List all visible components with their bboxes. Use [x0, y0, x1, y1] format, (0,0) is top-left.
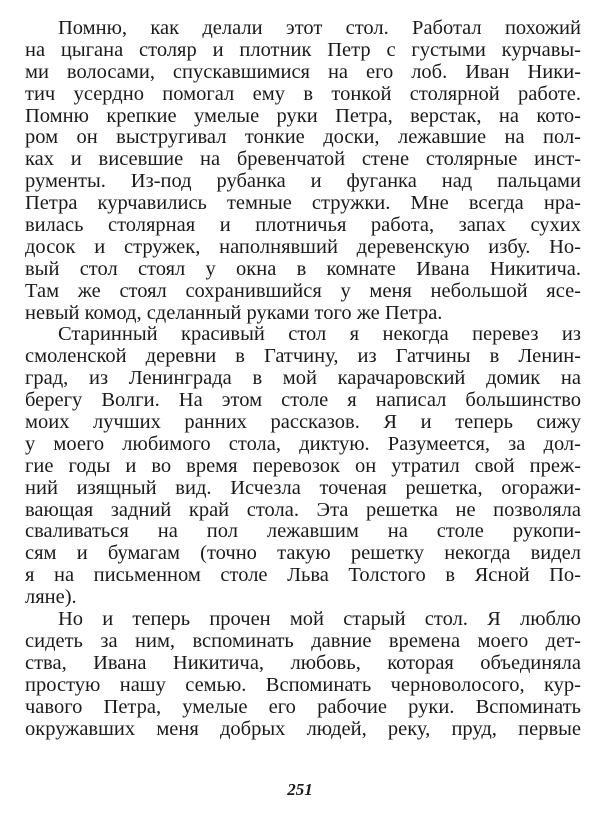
- page-number: 251: [287, 780, 313, 799]
- text-line: сваливаться на пол лежавшим на столе рукопи-: [25, 520, 581, 543]
- text-line: чавого Петра, умелые его рабочие руки. Вспоминать: [25, 695, 581, 718]
- text-line: сидеть за ним, вспоминать давние времена моего дет-: [25, 629, 581, 652]
- text-line: досок и стружек, наполнявший деревенскую избу. Но-: [25, 235, 581, 258]
- text-line: Петра курчавились темные стружки. Мне всегда нра-: [25, 192, 581, 215]
- text-line: ства, Ивана Никитича, любовь, которая объединяла: [25, 651, 581, 674]
- text-line: Помню, как делали этот стол. Работал похожий: [58, 17, 581, 39]
- text-line: тич усердно помогал ему в тонкой столярной работе.: [25, 82, 581, 105]
- paragraph: [25, 324, 581, 609]
- paragraph: [25, 609, 581, 740]
- text-line: вающая задний край стола. Эта решетка не позволяла: [25, 498, 581, 521]
- text-line: моих лучших ранних рассказов. Я и теперь сижу: [25, 411, 581, 434]
- text-line: рументы. Из-под рубанка и фуганка над пальцами: [25, 170, 581, 193]
- text-line: Там же стоял сохранившийся у меня небольшой ясе-: [25, 279, 581, 302]
- text-line: вилась столярная и плотничья работа, запах сухих: [25, 214, 581, 237]
- text-line: на цыгана столяр и плотник Петр с густыми курчавы-: [25, 38, 581, 61]
- text-line: невый комод, сделанный руками того же Петра.: [25, 301, 443, 324]
- text-line: ках и висевшие на бревенчатой стене столярные инст-: [25, 148, 581, 171]
- text-line: ром он выстругивал тонкие доски, лежавшие на пол-: [25, 126, 581, 149]
- text-line: ний изящный вид. Исчезла точеная решетка, огоражи-: [25, 476, 581, 499]
- text-line: вый стол стоял у окна в комнате Ивана Никитича.: [25, 257, 581, 280]
- text-line: Помню крепкие умелые руки Петра, верстак, на кото-: [25, 104, 581, 127]
- text-line: ми волосами, спускавшимися на его лоб. Иван Ники-: [25, 60, 581, 83]
- text-line: окружавших меня добрых людей, реку, пруд, первые: [25, 717, 581, 740]
- text-line: Старинный красивый стол я некогда перевез из: [58, 323, 581, 346]
- text-line: сям и бумагам (точно такую решетку некогда видел: [25, 542, 581, 565]
- text-line: простую нашу семью. Вспоминать черноволосого, кур-: [25, 673, 581, 696]
- text-line: гие годы и во время перевозок он утратил свой преж-: [25, 454, 581, 477]
- text-line: я на письменном столе Льва Толстого в Ясной По-: [25, 564, 581, 587]
- paragraph: [25, 18, 581, 324]
- text-line: смоленской деревни в Гатчину, из Гатчины в Ленин-: [25, 345, 581, 368]
- text-line: град, из Ленинграда в мой карачаровский домик на: [25, 367, 581, 390]
- text-line: ляне).: [25, 586, 77, 609]
- text-line: Но и теперь прочен мой старый стол. Я люблю: [58, 608, 581, 631]
- page-body-text: [25, 18, 581, 740]
- text-line: берегу Волги. На этом столе я написал большинство: [25, 389, 581, 412]
- text-line: у моего любимого стола, диктую. Разумеется, за дол-: [25, 432, 581, 455]
